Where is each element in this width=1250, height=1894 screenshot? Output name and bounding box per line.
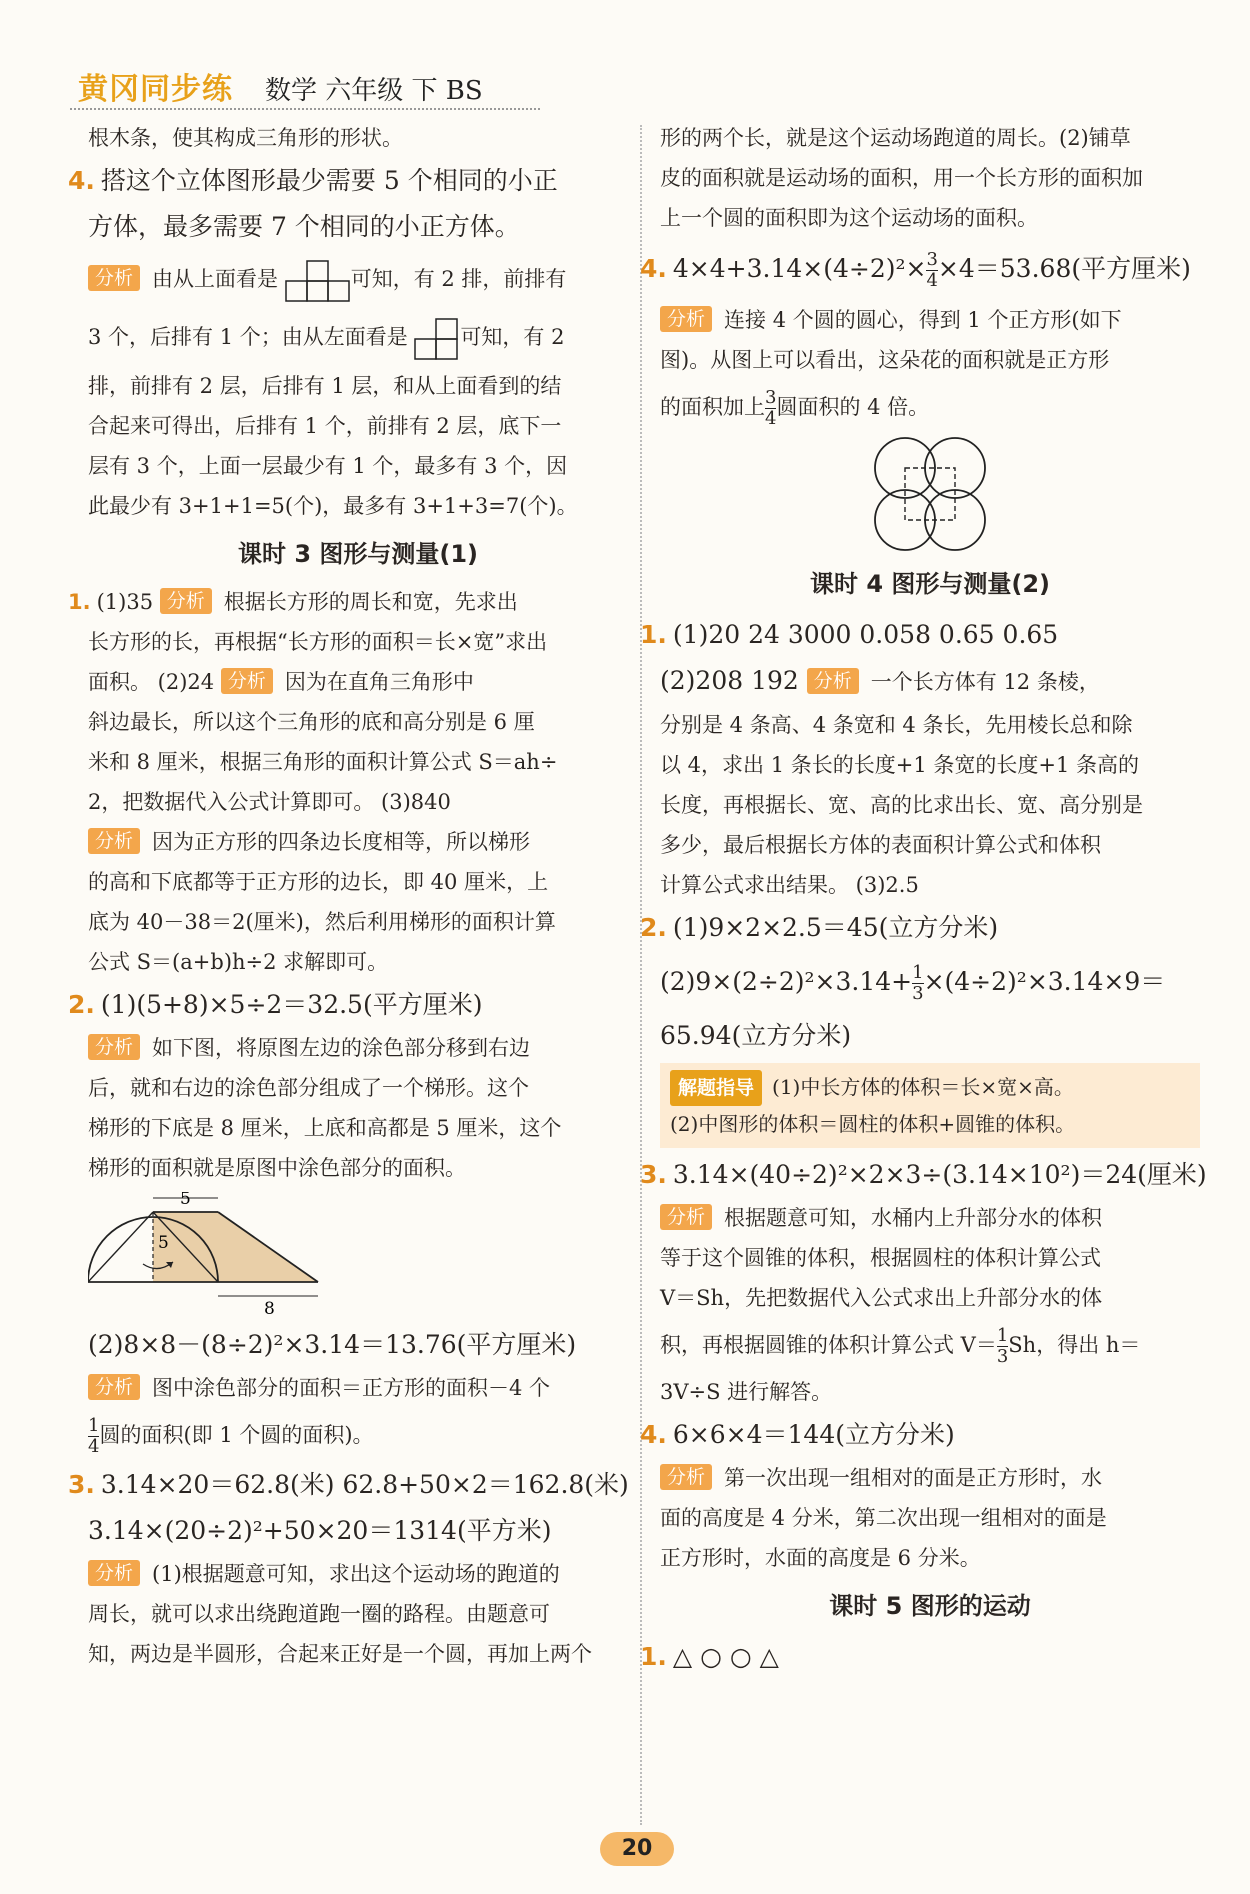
analysis-line: 形的两个长，就是这个运动场跑道的周长。(2)铺草: [660, 126, 1131, 150]
analysis-tag: 分析: [807, 668, 859, 694]
guide-tag: 解题指导: [670, 1070, 762, 1106]
fraction: $\frac{3}{4}$: [765, 387, 777, 429]
answer-line: (2)8×8－(8÷2)²×3.14＝13.76(平方厘米): [88, 1330, 577, 1359]
four-circle-figure: [867, 434, 993, 554]
column-divider: [640, 125, 642, 1825]
right-column: [640, 118, 1207, 1680]
analysis-line: 底为 40－38＝2(厘米)，然后利用梯形的面积计算: [88, 910, 556, 934]
answer-line: 3. 3.14×(40÷2)²×2×3÷(3.14×10²)＝24(厘米): [640, 1160, 1207, 1189]
analysis-line: 分析 (1)根据题意可知，求出这个运动场的跑道的: [88, 1554, 628, 1594]
analysis-tag: 分析: [660, 306, 712, 332]
flower-figure-wrap: [660, 434, 1200, 556]
text-line: 根木条，使其构成三角形的形状。: [88, 126, 403, 150]
analysis-tag: 分析: [160, 588, 212, 614]
analysis-tag: 分析: [88, 1374, 140, 1400]
answer-line: 方体，最多需要 7 个相同的小正方体。: [88, 212, 520, 241]
analysis-line: 米和 8 厘米，根据三角形的面积计算公式 S＝ah÷: [88, 750, 558, 774]
answer-line: 1. (1)35 分析 根据长方形的周长和宽，先求出: [68, 590, 518, 614]
analysis-line: 的高和下底都等于正方形的边长，即 40 厘米，上: [88, 870, 549, 894]
analysis-line: 面积。 (2)24 分析 因为在直角三角形中: [88, 670, 474, 694]
fraction: $\frac{3}{4}$: [926, 249, 938, 291]
answer-line: (2)208 192 分析 一个长方体有 12 条棱，: [660, 666, 1100, 695]
analysis-line: 积，再根据圆锥的体积计算公式 V＝ $\frac{1}{3}$ Sh，得出 h＝: [660, 1325, 1141, 1367]
analysis-line: 正方形时，水面的高度是 6 分米。: [660, 1546, 981, 1570]
fraction: $\frac{1}{4}$: [88, 1415, 100, 1457]
analysis-line: 皮的面积就是运动场的面积，用一个长方形的面积加: [660, 166, 1143, 190]
analysis-line: 3 个，后排有 1 个；由从左面看是 可知，有 2: [88, 308, 628, 366]
page-header: [70, 62, 1210, 118]
answer-line: 4. 搭这个立体图形最少需要 5 个相同的小正: [68, 166, 558, 195]
analysis-line: 图)。从图上可以看出，这朵花的面积就是正方形: [660, 348, 1110, 372]
analysis-line: 层有 3 个，上面一层最少有 1 个，最多有 3 个，因: [88, 454, 568, 478]
analysis-line: 以 4，求出 1 条长的长度+1 条宽的长度+1 条高的: [660, 753, 1140, 777]
analysis-line: 分析 由从上面看是 可知，有 2 排，前排有: [88, 250, 628, 308]
analysis-line: 周长，就可以求出绕跑道跑一圈的路程。由题意可: [88, 1602, 550, 1626]
analysis-line: 分析 图中涂色部分的面积＝正方形的面积－4 个: [88, 1368, 628, 1408]
analysis-tag: 分析: [221, 668, 273, 694]
analysis-line: 计算公式求出结果。 (3)2.5: [660, 873, 919, 897]
left-column: [68, 118, 629, 1674]
page-number: 20: [600, 1832, 674, 1866]
analysis-line: 分析 第一次出现一组相对的面是正方形时，水: [660, 1458, 1200, 1498]
fraction: $\frac{1}{3}$: [912, 962, 924, 1004]
trapezoid-figure: [88, 1192, 348, 1318]
answer-line: 3.14×(20÷2)²+50×20＝1314(平方米): [88, 1516, 552, 1545]
fraction: $\frac{1}{3}$: [996, 1325, 1009, 1367]
analysis-tag: 分析: [660, 1204, 712, 1230]
answer-line: 3. 3.14×20＝62.8(米) 62.8+50×2＝162.8(米): [68, 1470, 629, 1499]
section-heading: 课时 4 图形与测量(2): [809, 570, 1051, 598]
analysis-line: 的面积加上 $\frac{3}{4}$ 圆面积的 4 倍。: [660, 387, 930, 429]
analysis-line: 合起来可得出，后排有 1 个，前排有 2 层，底下一: [88, 414, 562, 438]
analysis-line: 分析 根据题意可知，水桶内上升部分水的体积: [660, 1198, 1200, 1238]
analysis-line: 3V÷S 进行解答。: [660, 1380, 833, 1404]
analysis-line: 知，两边是半圆形，合起来正好是一个圆，再加上两个: [88, 1642, 592, 1666]
solution-guide: 解题指导 (1)中长方体的体积＝长×宽×高。 (2)中图形的体积＝圆柱的体积+圆锥的体积。: [660, 1063, 1200, 1148]
section-heading: 课时 3 图形与测量(1): [237, 540, 479, 568]
brand-logo: 黄冈同步练: [78, 72, 233, 107]
analysis-line: $\frac{1}{4}$ 圆的面积(即 1 个圆的面积)。: [88, 1415, 374, 1457]
analysis-line: 此最少有 3+1+1=5(个)，最多有 3+1+3=7(个)。: [88, 494, 578, 518]
answer-line: 1. △ ○ ○ △: [640, 1642, 779, 1671]
header-divider: [70, 108, 540, 110]
analysis-line: 长度，再根据长、宽、高的比求出长、宽、高分别是: [660, 793, 1143, 817]
answer-line: (2)9×(2÷2)²×3.14+ $\frac{1}{3}$ ×(4÷2)²×3.14×9＝: [660, 962, 1166, 1004]
figure-label-bottom: 8: [264, 1299, 275, 1318]
analysis-line: 公式 S＝(a+b)h÷2 求解即可。: [88, 950, 389, 974]
analysis-line: V＝Sh，先把数据代入公式求出上升部分水的体: [660, 1286, 1103, 1310]
analysis-line: 长方形的长，再根据“长方形的面积＝长×宽”求出: [88, 630, 548, 654]
analysis-line: 上一个圆的面积即为这个运动场的面积。: [660, 206, 1038, 230]
left-view-figure: [414, 318, 460, 360]
analysis-tag: 分析: [88, 265, 140, 291]
answer-line: 1. (1)20 24 3000 0.058 0.65 0.65: [640, 620, 1059, 649]
analysis-line: 分析 连接 4 个圆的圆心，得到 1 个正方形(如下: [660, 300, 1200, 340]
analysis-line: 多少，最后根据长方体的表面积计算公式和体积: [660, 833, 1101, 857]
answer-line: 2. (1)(5+8)×5÷2＝32.5(平方厘米): [68, 990, 483, 1019]
analysis-line: 分别是 4 条高、4 条宽和 4 条长，先用棱长总和除: [660, 713, 1133, 737]
analysis-line: 梯形的下底是 8 厘米，上底和高都是 5 厘米，这个: [88, 1116, 562, 1140]
analysis-line: 斜边最长，所以这个三角形的底和高分别是 6 厘: [88, 710, 535, 734]
analysis-line: 排，前排有 2 层，后排有 1 层，和从上面看到的结: [88, 374, 562, 398]
book-subtitle: 数学 六年级 下 BS: [265, 76, 483, 106]
analysis-tag: 分析: [88, 828, 140, 854]
analysis-line: 等于这个圆锥的体积，根据圆柱的体积计算公式: [660, 1246, 1101, 1270]
answer-line: 65.94(立方分米): [660, 1021, 852, 1050]
section-heading: 课时 5 图形的运动: [829, 1592, 1031, 1620]
analysis-line: 2，把数据代入公式计算即可。 (3)840: [88, 790, 451, 814]
answer-line: 4. 4×4+3.14×(4÷2)²× $\frac{3}{4}$ ×4＝53.68(平方厘米): [640, 249, 1191, 291]
analysis-line: 梯形的面积就是原图中涂色部分的面积。: [88, 1156, 466, 1180]
analysis-tag: 分析: [660, 1464, 712, 1490]
analysis-line: 后，就和右边的涂色部分组成了一个梯形。这个: [88, 1076, 529, 1100]
analysis-tag: 分析: [88, 1034, 140, 1060]
answer-line: 4. 6×6×4＝144(立方分米): [640, 1420, 955, 1449]
top-view-figure: [285, 260, 351, 302]
analysis-line: 分析 如下图，将原图左边的涂色部分移到右边: [88, 1028, 628, 1068]
figure-label-height: 5: [158, 1233, 169, 1253]
answer-line: 2. (1)9×2×2.5＝45(立方分米): [640, 913, 999, 942]
figure-label-top: 5: [180, 1192, 191, 1209]
analysis-line: 分析 因为正方形的四条边长度相等，所以梯形: [88, 822, 628, 862]
analysis-tag: 分析: [88, 1560, 140, 1586]
analysis-line: 面的高度是 4 分米，第二次出现一组相对的面是: [660, 1506, 1107, 1530]
